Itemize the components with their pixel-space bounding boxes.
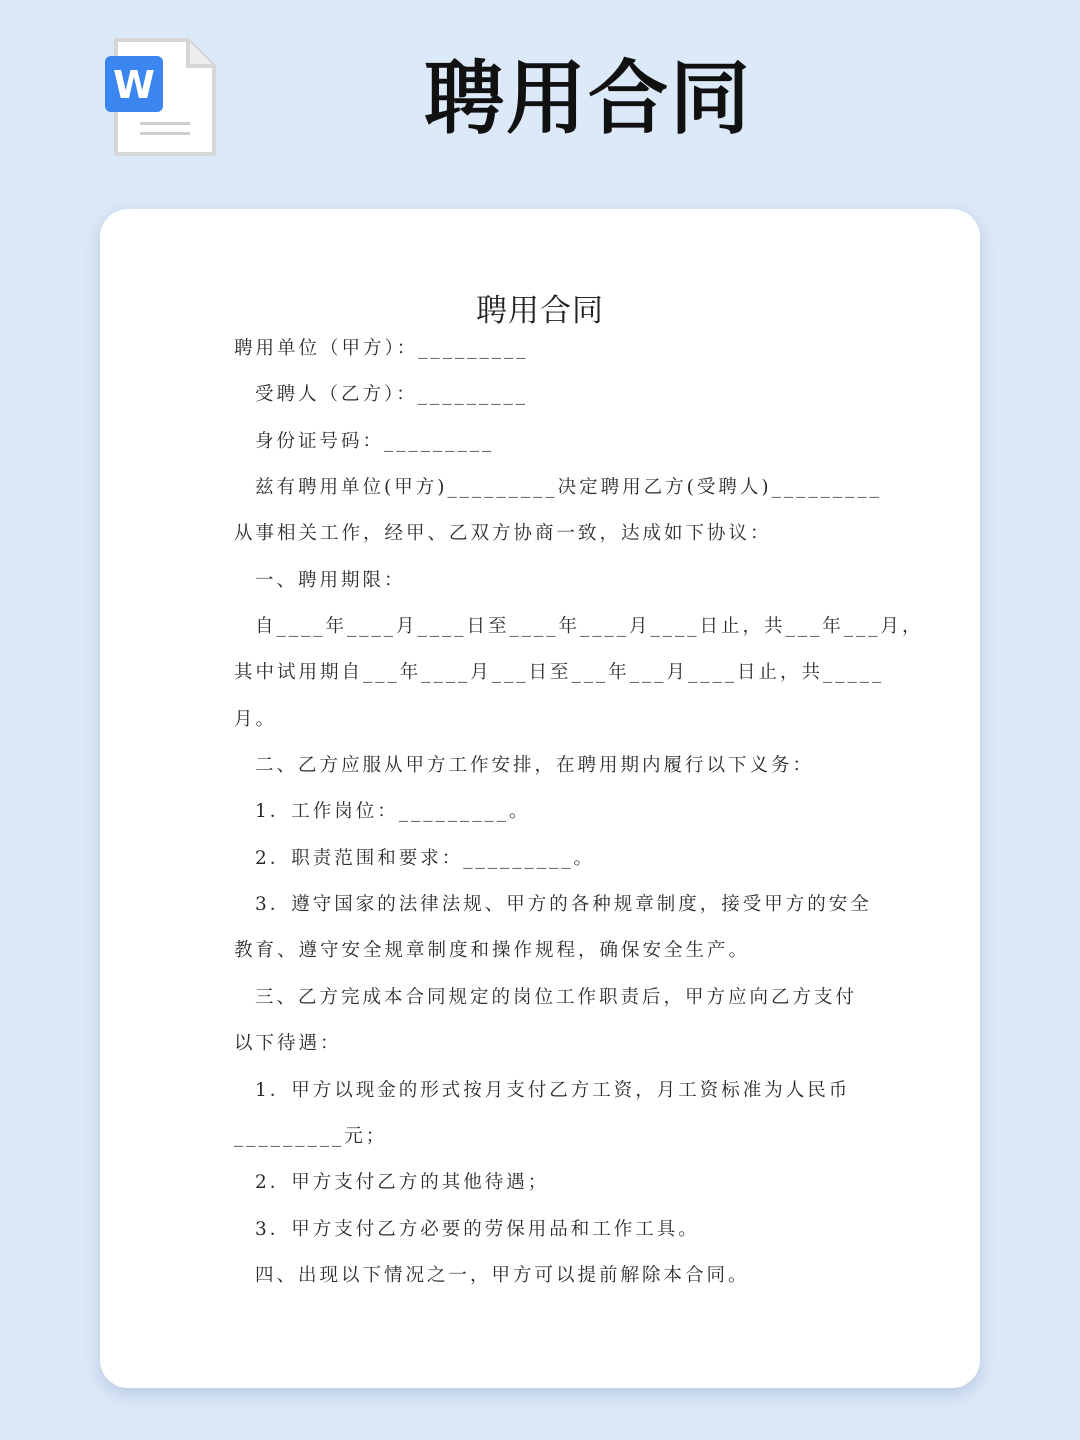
document-card bbox=[100, 209, 980, 1388]
contract-line: 3．遵守国家的法律法规、甲方的各种规章制度，接受甲方的安全 bbox=[255, 894, 872, 916]
document-title: 聘用合同 bbox=[476, 293, 604, 329]
contract-line: 从事相关工作，经甲、乙双方协商一致，达成如下协议： bbox=[234, 523, 772, 545]
contract-line: 四、出现以下情况之一，甲方可以提前解除本合同。 bbox=[255, 1264, 750, 1286]
contract-line: _________元； bbox=[234, 1125, 388, 1147]
contract-line: 3．甲方支付乙方必要的劳保用品和工作工具。 bbox=[255, 1218, 700, 1240]
contract-line: 2．职责范围和要求：_________。 bbox=[255, 847, 596, 869]
word-icon-letter: W bbox=[113, 63, 155, 107]
contract-line: 2．甲方支付乙方的其他待遇； bbox=[255, 1172, 550, 1194]
contract-line: 1．甲方以现金的形式按月支付乙方工资，月工资标准为人民币 bbox=[255, 1079, 851, 1101]
contract-line: 兹有聘用单位(甲方)_________决定聘用乙方(受聘人)_________ bbox=[255, 477, 882, 499]
document-body bbox=[234, 326, 924, 1299]
contract-line: 以下待遇： bbox=[234, 1033, 342, 1055]
contract-line: 三、乙方完成本合同规定的岗位工作职责后，甲方应向乙方支付 bbox=[255, 986, 858, 1008]
contract-line: 聘用单位（甲方）：_________ bbox=[234, 338, 529, 359]
contract-line: 1．工作岗位：_________。 bbox=[255, 801, 531, 823]
header-title: 聘用合同 bbox=[424, 52, 752, 145]
contract-line: 二、乙方应服从甲方工作安排，在聘用期内履行以下义务： bbox=[255, 755, 815, 777]
word-document-icon bbox=[104, 36, 218, 160]
contract-line: 自____年____月____日至____年____月____日止，共___年___月， bbox=[255, 616, 924, 638]
contract-line: 其中试用期自___年____月___日至___年___月____日止，共_____ bbox=[234, 662, 885, 684]
contract-line: 身份证号码：_________ bbox=[255, 430, 495, 452]
contract-line: 受聘人（乙方）：_________ bbox=[255, 384, 529, 406]
contract-line: 一、聘用期限： bbox=[255, 569, 406, 591]
contract-line: 教育、遵守安全规章制度和操作规程，确保安全生产。 bbox=[234, 940, 751, 962]
contract-line: 月。 bbox=[234, 708, 278, 730]
